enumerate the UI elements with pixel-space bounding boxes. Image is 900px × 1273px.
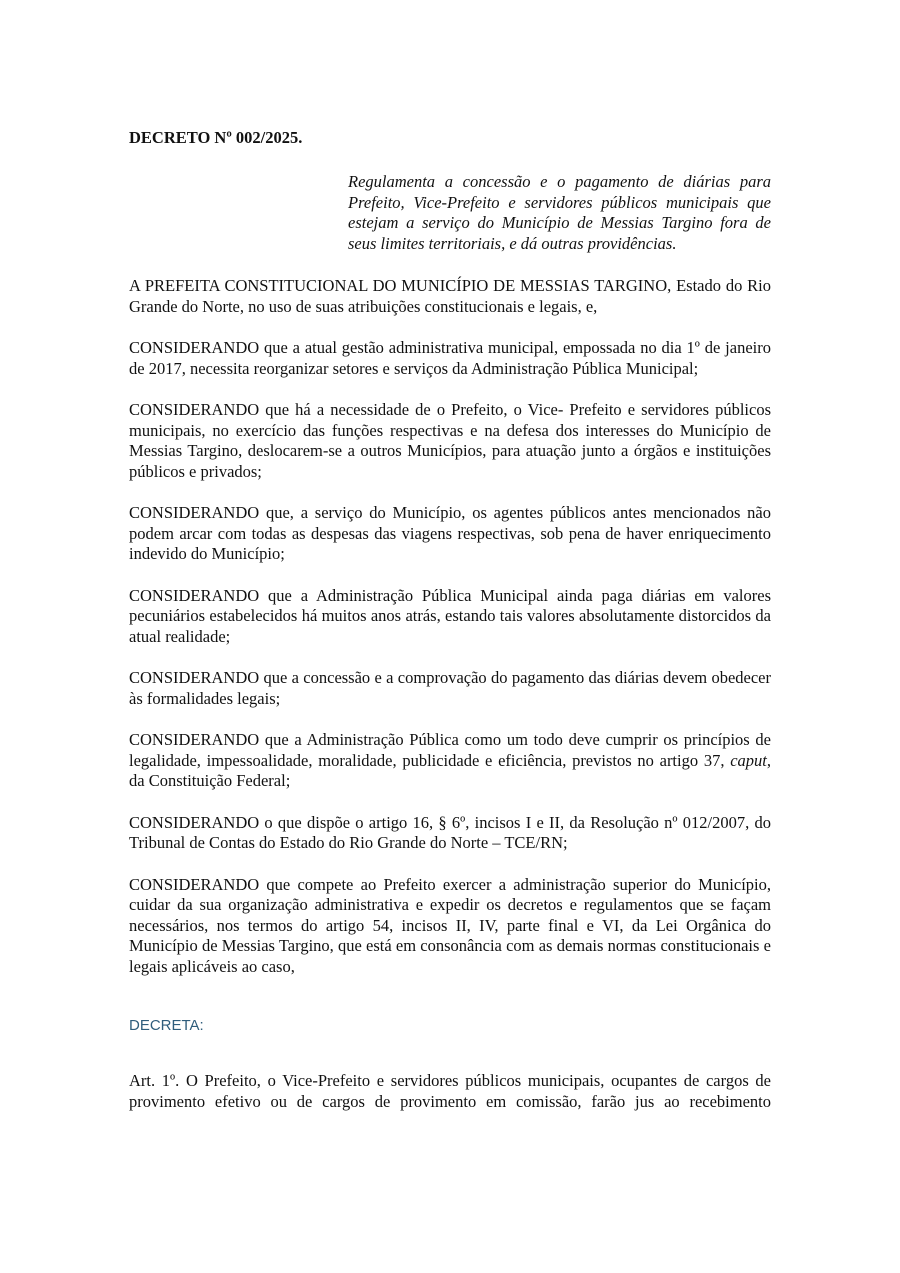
decree-summary: Regulamenta a concessão e o pagamento de diárias para Prefeito, Vice-Prefeito e servidores públicos municipais que estejam a serviço do Município de Messias Targino fora de seus limites territoriais, e dá outras providências.: [348, 172, 771, 253]
considerando-paragraph-3: CONSIDERANDO que, a serviço do Município, os agentes públicos antes mencionados não podem arcar com todas as despesas das viagens respectivas, sob pena de haver enriquecimento indevido do Município;: [129, 503, 771, 563]
article-1-paragraph: [129, 1071, 771, 1112]
considerando-paragraph-6: [129, 730, 771, 792]
considerando-6-text-after: , da Constituição Federal;: [129, 750, 771, 790]
considerando-paragraph-2: CONSIDERANDO que há a necessidade de o Prefeito, o Vice- Prefeito e servidores públicos municipais, no exercício das funções respectivas e na defesa dos interesses do Município de Messias Targino, deslocarem-se a outros Municípios, para atuação junto a órgãos e instituições públicos e privados;: [129, 400, 771, 481]
document-page: [129, 128, 771, 1112]
decreta-heading: DECRETA:: [129, 1017, 204, 1034]
considerando-paragraph-1: CONSIDERANDO que a atual gestão administrativa municipal, empossada no dia 1º de janeiro de 2017, necessita reorganizar setores e serviços da Administração Pública Municipal;: [129, 338, 771, 378]
preamble-paragraph: A PREFEITA CONSTITUCIONAL DO MUNICÍPIO DE MESSIAS TARGINO, Estado do Rio Grande do Norte, no uso de suas atribuições constitucionais e legais, e,: [129, 276, 771, 316]
article-1-text: Art. 1º. O Prefeito, o Vice-Prefeito e servidores públicos municipais, ocupantes de cargos de provimento efetivo ou de cargos de provimento em comissão, farão jus ao recebimento: [129, 1071, 771, 1111]
considerando-paragraph-7: CONSIDERANDO o que dispõe o artigo 16, § 6º, incisos I e II, da Resolução nº 012/2007, do Tribunal de Contas do Estado do Rio Grande do Norte – TCE/RN;: [129, 812, 771, 852]
considerando-paragraph-8: CONSIDERANDO que compete ao Prefeito exercer a administração superior do Município, cuidar da sua organização administrativa e expedir os decretos e regulamentos que se façam necessários, nos termos do artigo 54, incisos II, IV, parte final e VI, da Lei Orgânica do Município de Messias Targino, que está em consonância com as demais normas constitucionais e legais aplicáveis ao caso,: [129, 874, 771, 976]
caput-term: caput: [730, 750, 767, 770]
decree-title: DECRETO Nº 002/2025.: [129, 128, 303, 147]
considerando-paragraph-4: CONSIDERANDO que a Administração Pública Municipal ainda paga diárias em valores pecuniários estabelecidos há muitos anos atrás, estando tais valores absolutamente distorcidos da atual realidade;: [129, 585, 771, 646]
considerando-paragraph-5: CONSIDERANDO que a concessão e a comprovação do pagamento das diárias devem obedecer às formalidades legais;: [129, 668, 771, 708]
considerando-6-text-before: CONSIDERANDO que a Administração Pública como um todo deve cumprir os princípios de legalidade, impessoalidade, moralidade, publicidade e eficiência, previstos no artigo 37,: [129, 730, 771, 770]
